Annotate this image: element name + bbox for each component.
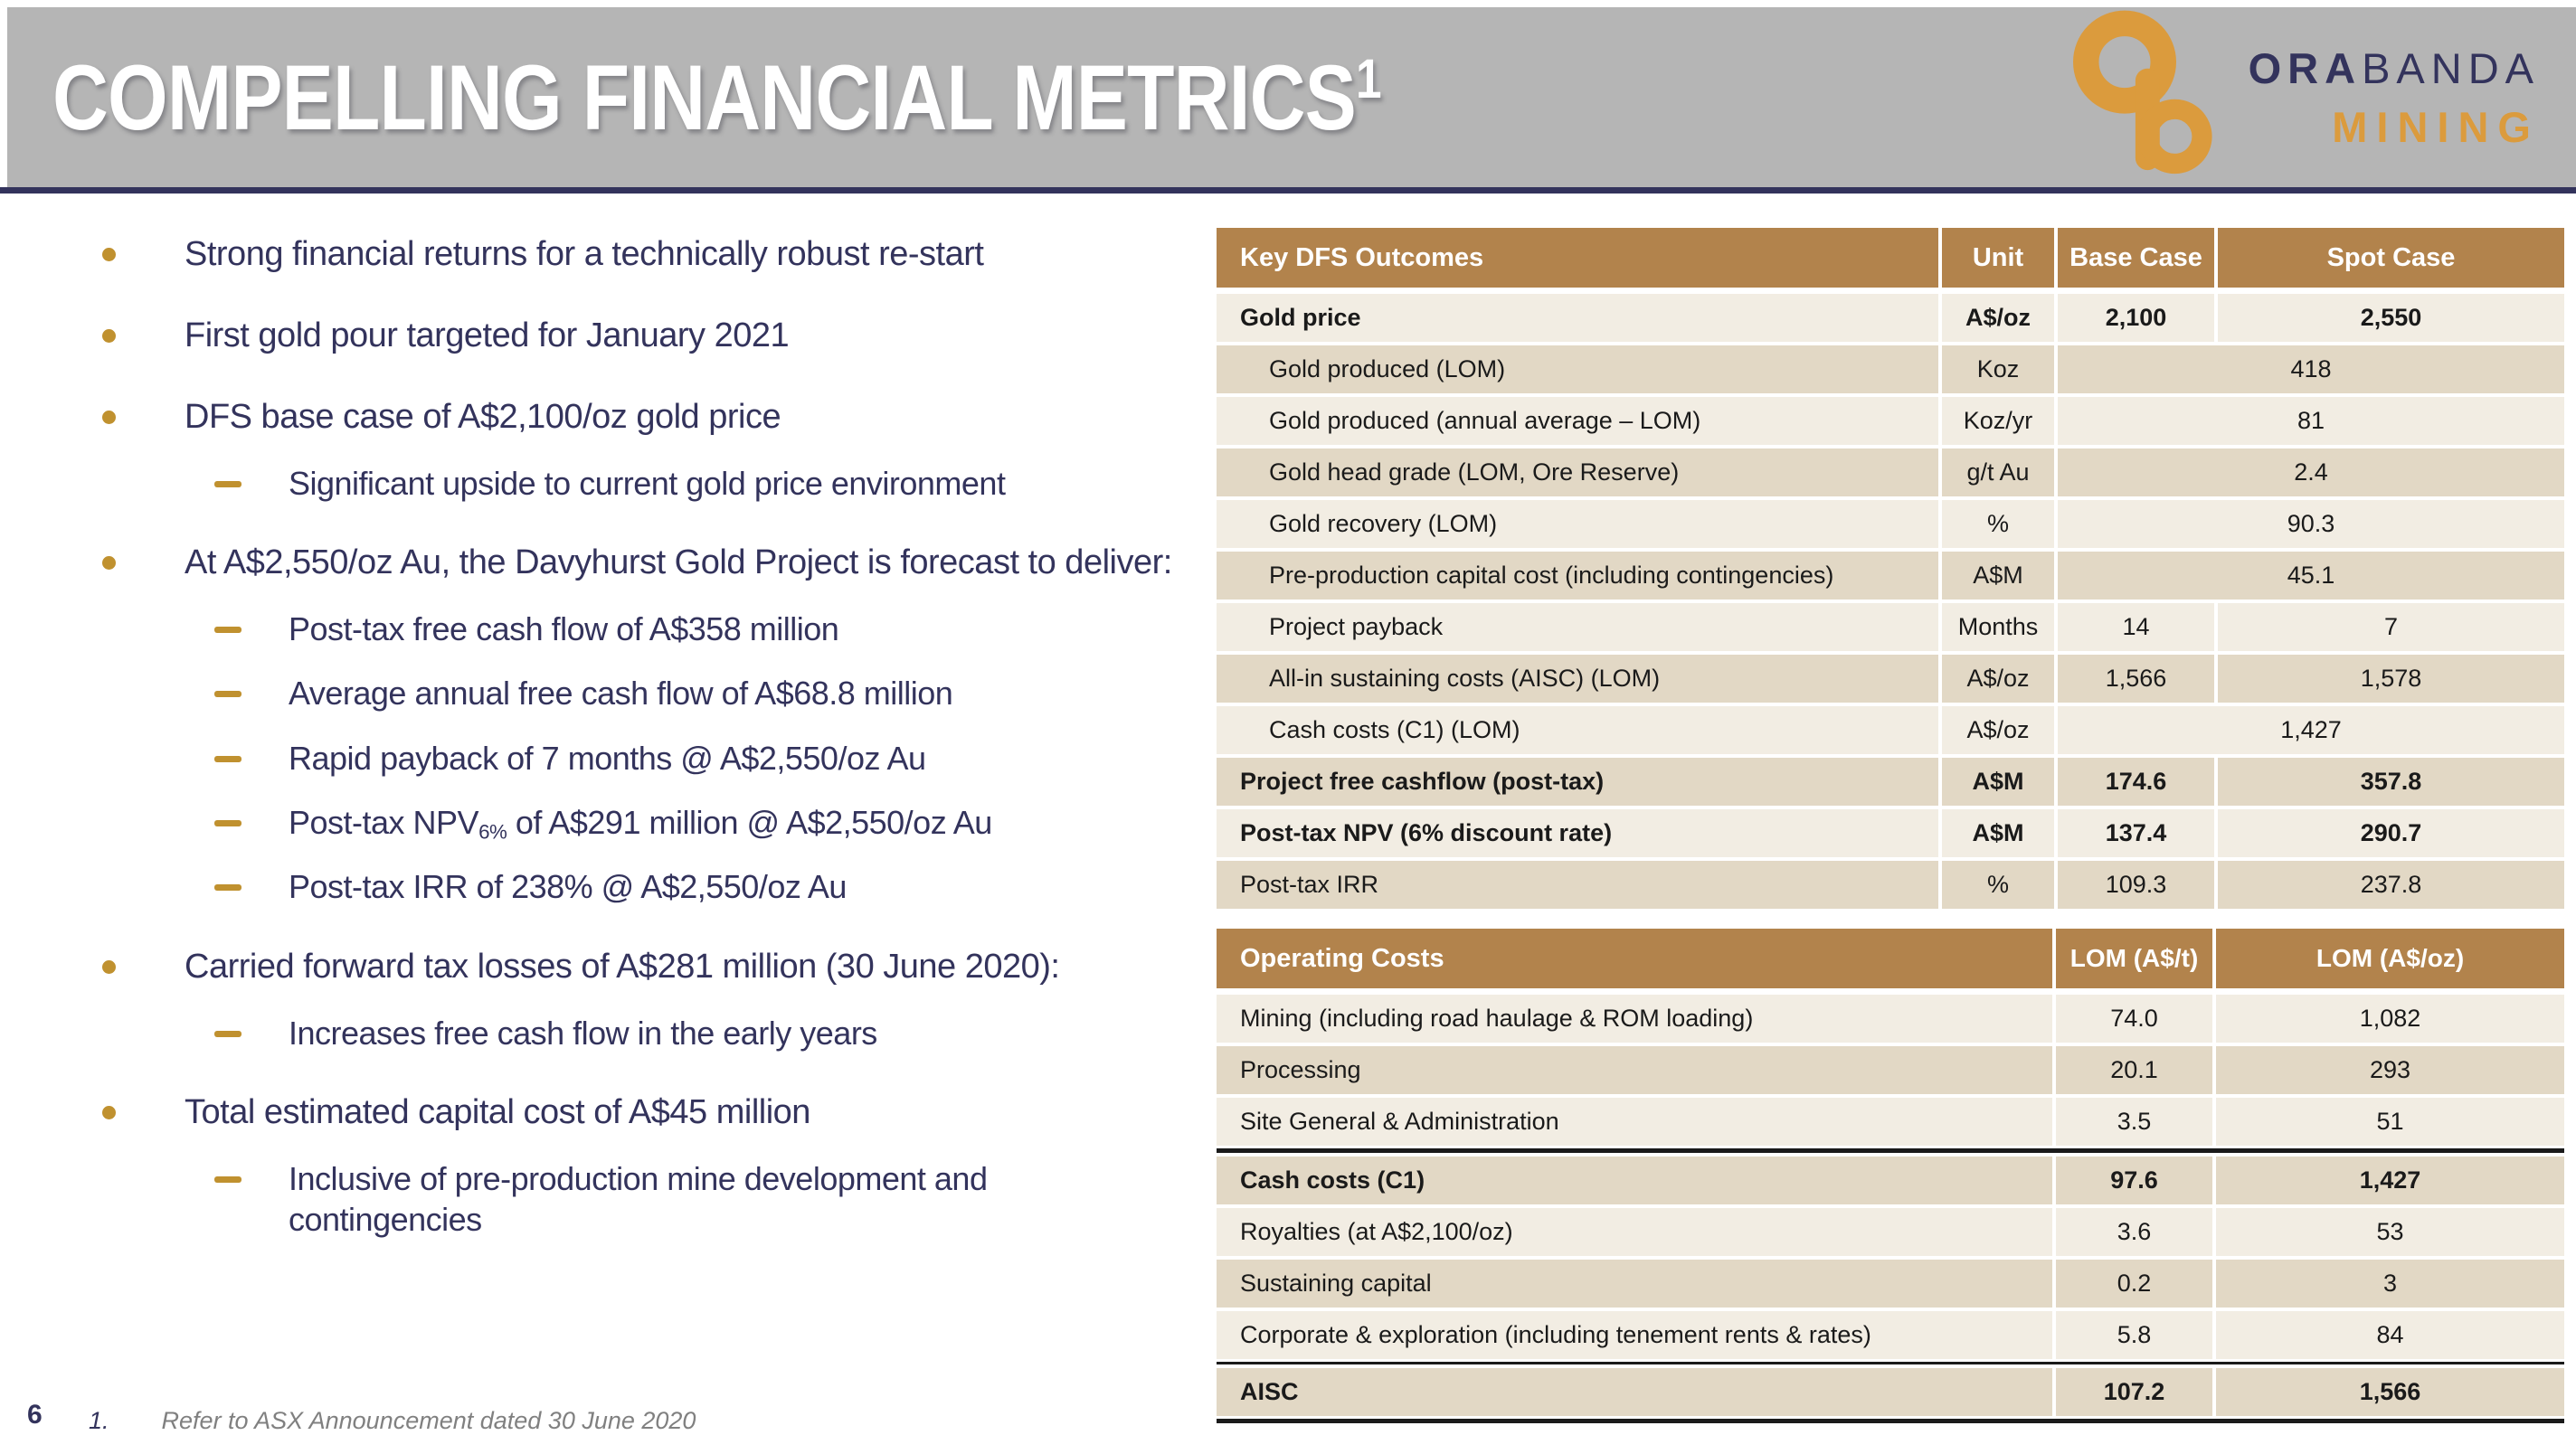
row-value-merged: 1,427 xyxy=(2058,706,2564,754)
row-value-base: 174.6 xyxy=(2058,758,2214,806)
page-title xyxy=(52,45,1381,151)
row-unit: A$/oz xyxy=(1942,294,2054,342)
table-row xyxy=(1217,1260,2564,1308)
bullet-dash-icon xyxy=(214,1031,242,1037)
table-row xyxy=(1217,345,2564,393)
sub-bullet-item xyxy=(50,866,1180,907)
bullet-item xyxy=(50,233,1180,277)
table-row xyxy=(1217,397,2564,445)
row-value-merged: 81 xyxy=(2058,397,2564,445)
table-row xyxy=(1217,1098,2564,1146)
row-label: Cash costs (C1) xyxy=(1217,1157,2052,1204)
logo-wordmark xyxy=(2249,9,2540,152)
table-row xyxy=(1217,995,2564,1043)
row-value-per-tonne: 20.1 xyxy=(2056,1046,2212,1094)
dfs-table-header-row xyxy=(1217,228,2564,288)
row-unit: % xyxy=(1942,861,2054,909)
sub-bullet-item xyxy=(50,463,1180,504)
sub-bullet-item xyxy=(50,609,1180,649)
row-label: Project payback xyxy=(1217,603,1938,651)
row-value-base: 2,100 xyxy=(2058,294,2214,342)
column-header: Spot Case xyxy=(2218,228,2564,288)
bullet-dot-icon xyxy=(102,1106,116,1119)
bullet-text-prefix: Post-tax NPV xyxy=(289,803,479,841)
row-label: Gold recovery (LOM) xyxy=(1217,500,1938,548)
row-unit: g/t Au xyxy=(1942,448,2054,496)
table-row xyxy=(1217,861,2564,909)
row-value-per-tonne: 3.5 xyxy=(2056,1098,2212,1146)
sub-bullet-item xyxy=(50,1013,1180,1053)
table-row xyxy=(1217,603,2564,651)
row-value-per-tonne: 5.8 xyxy=(2056,1311,2212,1359)
row-unit: % xyxy=(1942,500,2054,548)
table-row xyxy=(1217,1368,2564,1416)
row-label: Corporate & exploration (including tenement rents & rates) xyxy=(1217,1311,2052,1359)
row-unit: Koz/yr xyxy=(1942,397,2054,445)
row-value-spot: 1,578 xyxy=(2218,655,2564,703)
row-value-per-ounce: 53 xyxy=(2216,1208,2564,1256)
row-label: Gold produced (LOM) xyxy=(1217,345,1938,393)
bullet-dot-icon xyxy=(102,329,116,343)
row-label: Gold price xyxy=(1217,294,1938,342)
row-value-per-tonne: 97.6 xyxy=(2056,1157,2212,1204)
bullet-text xyxy=(289,802,992,843)
row-label: Gold head grade (LOM, Ore Reserve) xyxy=(1217,448,1938,496)
row-value-per-tonne: 0.2 xyxy=(2056,1260,2212,1308)
row-unit: A$/oz xyxy=(1942,655,2054,703)
row-value-base: 14 xyxy=(2058,603,2214,651)
row-label: AISC xyxy=(1217,1368,2052,1416)
row-label: Site General & Administration xyxy=(1217,1098,2052,1146)
column-header: Operating Costs xyxy=(1217,929,2052,988)
row-unit: A$/oz xyxy=(1942,706,2054,754)
page-title-text: COMPELLING FINANCIAL METRICS xyxy=(52,46,1356,149)
page-number: 6 xyxy=(27,1400,43,1430)
row-value-per-ounce: 3 xyxy=(2216,1260,2564,1308)
row-value-per-ounce: 84 xyxy=(2216,1311,2564,1359)
table-row xyxy=(1217,1208,2564,1256)
bullet-text-subscript: 6% xyxy=(478,820,507,844)
table-row xyxy=(1217,655,2564,703)
logo-brand-part1: ORA xyxy=(2248,44,2363,92)
row-label: Post-tax NPV (6% discount rate) xyxy=(1217,809,1938,857)
row-value-merged: 418 xyxy=(2058,345,2564,393)
row-label: Post-tax IRR xyxy=(1217,861,1938,909)
table-row xyxy=(1217,448,2564,496)
row-value-per-ounce: 1,082 xyxy=(2216,995,2564,1043)
column-header: LOM (A$/t) xyxy=(2056,929,2212,988)
row-value-per-ounce: 293 xyxy=(2216,1046,2564,1094)
column-header: Key DFS Outcomes xyxy=(1217,228,1938,288)
row-value-spot: 7 xyxy=(2218,603,2564,651)
bullet-text: At A$2,550/oz Au, the Davyhurst Gold Project is forecast to deliver: xyxy=(185,543,1172,581)
row-label: Mining (including road haulage & ROM loading) xyxy=(1217,995,2052,1043)
row-label: Pre-production capital cost (including contingencies) xyxy=(1217,552,1938,600)
bullet-text: Strong financial returns for a technically robust re-start xyxy=(185,235,984,273)
row-value-merged: 2.4 xyxy=(2058,448,2564,496)
table-row xyxy=(1217,809,2564,857)
column-header: Base Case xyxy=(2058,228,2214,288)
bullet-text: Increases free cash flow in the early years xyxy=(289,1014,877,1052)
bullet-item xyxy=(50,396,1180,439)
row-unit: Koz xyxy=(1942,345,2054,393)
bullet-dash-icon xyxy=(214,1176,242,1183)
company-logo xyxy=(2058,9,2540,181)
tables-panel xyxy=(1217,228,2564,1427)
row-value-per-tonne: 3.6 xyxy=(2056,1208,2212,1256)
row-value-base: 1,566 xyxy=(2058,655,2214,703)
bullet-item xyxy=(50,1091,1180,1135)
operating-costs-table xyxy=(1217,929,2564,1423)
row-label: Cash costs (C1) (LOM) xyxy=(1217,706,1938,754)
row-value-per-ounce: 1,566 xyxy=(2216,1368,2564,1416)
total-divider-line xyxy=(1217,1362,2564,1364)
row-value-spot: 290.7 xyxy=(2218,809,2564,857)
table-row xyxy=(1217,706,2564,754)
row-label: Gold produced (annual average – LOM) xyxy=(1217,397,1938,445)
table-bottom-line xyxy=(1217,1419,2564,1423)
opex-table-header-row xyxy=(1217,929,2564,988)
sub-bullet-item xyxy=(50,802,1180,843)
row-value-per-tonne: 107.2 xyxy=(2056,1368,2212,1416)
row-label: Sustaining capital xyxy=(1217,1260,2052,1308)
table-row xyxy=(1217,758,2564,806)
subtotal-divider-line xyxy=(1217,1148,2564,1153)
row-label: All-in sustaining costs (AISC) (LOM) xyxy=(1217,655,1938,703)
bullet-dash-icon xyxy=(214,627,242,633)
bullet-text: Inclusive of pre-production mine development and contingencies xyxy=(289,1159,988,1239)
bullet-dash-icon xyxy=(214,691,242,697)
footnote-number: 1. xyxy=(89,1407,109,1434)
row-label: Project free cashflow (post-tax) xyxy=(1217,758,1938,806)
bullet-text: Total estimated capital cost of A$45 million xyxy=(185,1092,810,1131)
row-label: Processing xyxy=(1217,1046,2052,1094)
page-title-superscript: 1 xyxy=(1355,48,1381,109)
orabanda-rings-icon xyxy=(2058,9,2243,181)
sub-bullet-item xyxy=(50,738,1180,779)
bullet-text: DFS base case of A$2,100/oz gold price xyxy=(185,397,781,436)
bullet-dot-icon xyxy=(102,411,116,424)
row-unit: A$M xyxy=(1942,552,2054,600)
bullet-dash-icon xyxy=(214,884,242,891)
row-value-base: 109.3 xyxy=(2058,861,2214,909)
bullet-dot-icon xyxy=(102,248,116,261)
dfs-outcomes-table xyxy=(1217,228,2564,909)
row-value-per-ounce: 51 xyxy=(2216,1098,2564,1146)
footnote xyxy=(89,1407,696,1435)
row-value-merged: 45.1 xyxy=(2058,552,2564,600)
logo-brand-part3: MINING xyxy=(2332,103,2540,151)
row-unit: Months xyxy=(1942,603,2054,651)
bullet-dot-icon xyxy=(102,556,116,570)
bullet-item xyxy=(50,946,1180,989)
column-header: LOM (A$/oz) xyxy=(2216,929,2564,988)
row-value-per-ounce: 1,427 xyxy=(2216,1157,2564,1204)
table-row xyxy=(1217,294,2564,342)
row-value-per-tonne: 74.0 xyxy=(2056,995,2212,1043)
table-row xyxy=(1217,500,2564,548)
bullet-text: Post-tax free cash flow of A$358 million xyxy=(289,609,839,647)
row-label: Royalties (at A$2,100/oz) xyxy=(1217,1208,2052,1256)
row-value-spot: 2,550 xyxy=(2218,294,2564,342)
row-value-spot: 357.8 xyxy=(2218,758,2564,806)
bullet-dash-icon xyxy=(214,820,242,826)
table-row xyxy=(1217,552,2564,600)
bullet-text: Carried forward tax losses of A$281 million (30 June 2020): xyxy=(185,947,1060,986)
logo-brand-name xyxy=(2249,43,2540,93)
bullet-list xyxy=(50,233,1180,1240)
bullet-text-suffix: of A$291 million @ A$2,550/oz Au xyxy=(507,803,992,841)
bullet-text: Average annual free cash flow of A$68.8 million xyxy=(289,675,953,713)
sub-bullet-item xyxy=(50,1158,1180,1241)
header-divider-line xyxy=(0,187,2576,194)
bullet-dash-icon xyxy=(214,481,242,487)
column-header: Unit xyxy=(1942,228,2054,288)
table-row xyxy=(1217,1046,2564,1094)
bullet-text: First gold pour targeted for January 2021 xyxy=(185,316,790,354)
bullet-text: Post-tax IRR of 238% @ A$2,550/oz Au xyxy=(289,868,847,906)
row-unit: A$M xyxy=(1942,758,2054,806)
row-value-merged: 90.3 xyxy=(2058,500,2564,548)
row-unit: A$M xyxy=(1942,809,2054,857)
bullet-dot-icon xyxy=(102,960,116,974)
footnote-text: Refer to ASX Announcement dated 30 June 2020 xyxy=(161,1407,696,1434)
bullet-text: Rapid payback of 7 months @ A$2,550/oz Au xyxy=(289,739,926,777)
row-value-spot: 237.8 xyxy=(2218,861,2564,909)
bullet-item xyxy=(50,542,1180,585)
logo-brand-part2: BANDA xyxy=(2362,44,2540,92)
bullet-text: Significant upside to current gold price environment xyxy=(289,464,1006,502)
bullet-dash-icon xyxy=(214,756,242,762)
sub-bullet-item xyxy=(50,673,1180,713)
table-row xyxy=(1217,1311,2564,1359)
bullet-item xyxy=(50,315,1180,358)
row-value-base: 137.4 xyxy=(2058,809,2214,857)
table-row xyxy=(1217,1157,2564,1204)
